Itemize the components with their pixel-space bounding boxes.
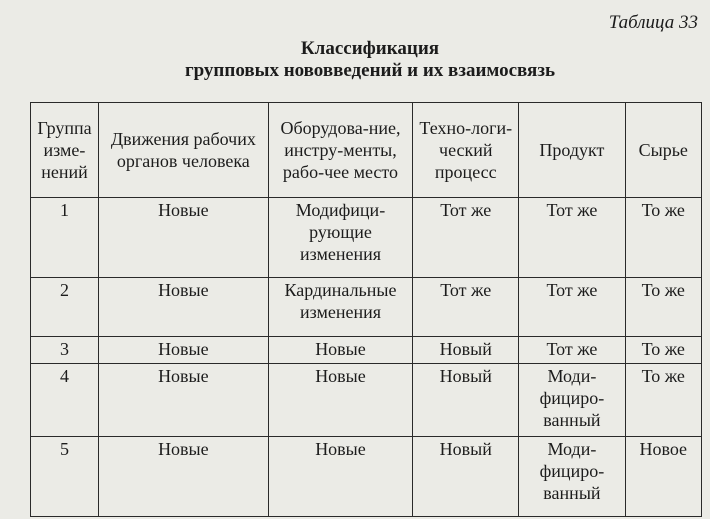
cell-product: Тот же: [519, 277, 625, 336]
cell-equipment: Новые: [268, 336, 412, 363]
header-cell-movements: Движения рабочих органов человека: [98, 103, 268, 198]
cell-group: 2: [31, 277, 99, 336]
cell-process: Тот же: [413, 277, 519, 336]
header-cell-raw-material: Сырье: [625, 103, 702, 198]
cell-process: Новый: [413, 363, 519, 436]
table-title: [40, 38, 700, 82]
cell-movements: Новые: [98, 336, 268, 363]
cell-product: Тот же: [519, 198, 625, 278]
classification-table: [30, 102, 702, 517]
header-cell-process: Техно-логи-ческий процесс: [413, 103, 519, 198]
header-cell-equipment: Оборудова-ние, инстру-менты, рабо-чее место: [268, 103, 412, 198]
cell-equipment: Кардинальные изменения: [268, 277, 412, 336]
title-line-1: Классификация: [300, 38, 440, 59]
cell-raw-material: Новое: [625, 437, 702, 517]
cell-process: Новый: [413, 336, 519, 363]
cell-movements: Новые: [98, 437, 268, 517]
cell-equipment: Новые: [268, 437, 412, 517]
cell-raw-material: То же: [625, 277, 702, 336]
cell-movements: Новые: [98, 277, 268, 336]
table-row: [31, 336, 702, 363]
cell-movements: Новые: [98, 363, 268, 436]
header-cell-product: Продукт: [519, 103, 625, 198]
cell-equipment: Модифици-рующие изменения: [268, 198, 412, 278]
cell-group: 4: [31, 363, 99, 436]
cell-raw-material: То же: [625, 363, 702, 436]
table-row: [31, 277, 702, 336]
header-row: [31, 103, 702, 198]
cell-group: 1: [31, 198, 99, 278]
title-line-2: групповых нововведений и их взаимосвязь: [184, 60, 556, 81]
table-row: [31, 437, 702, 517]
table-row: [31, 363, 702, 436]
cell-process: Тот же: [413, 198, 519, 278]
cell-equipment: Новые: [268, 363, 412, 436]
cell-group: 5: [31, 437, 99, 517]
header-cell-group: Группа изме-нений: [31, 103, 99, 198]
cell-movements: Новые: [98, 198, 268, 278]
cell-product: Тот же: [519, 336, 625, 363]
cell-process: Новый: [413, 437, 519, 517]
cell-raw-material: То же: [625, 336, 702, 363]
cell-raw-material: То же: [625, 198, 702, 278]
cell-product: Моди-фициро-ванный: [519, 437, 625, 517]
cell-product: Моди-фициро-ванный: [519, 363, 625, 436]
table-number-label: Таблица 33: [608, 12, 698, 33]
table-row: [31, 198, 702, 278]
cell-group: 3: [31, 336, 99, 363]
